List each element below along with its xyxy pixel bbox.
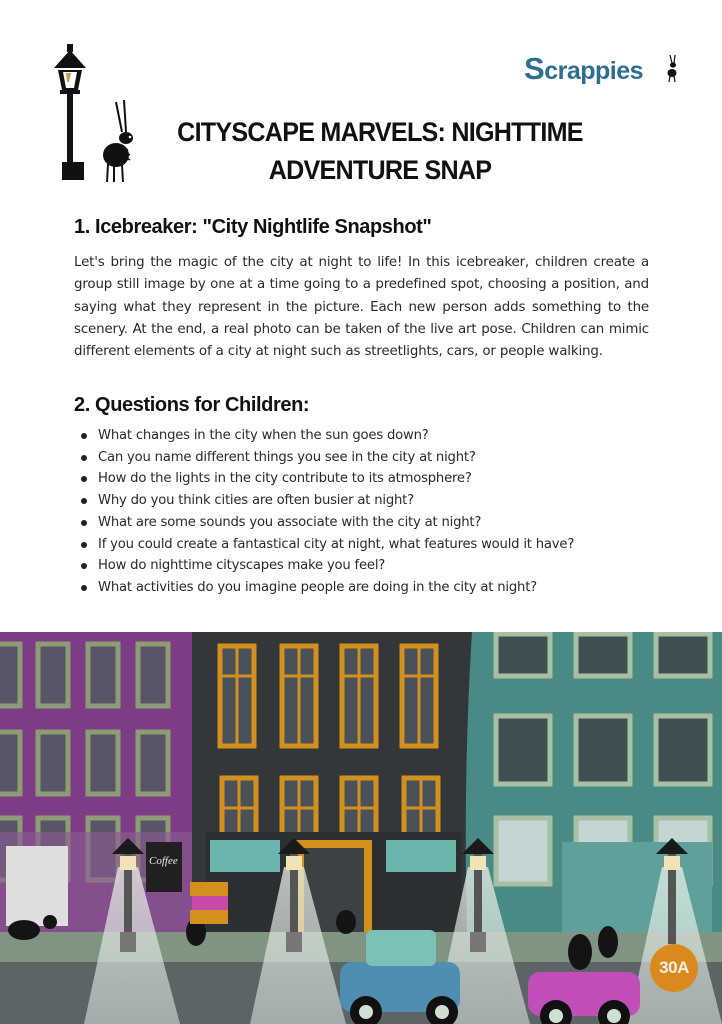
question-text: Can you name different things you see in the city at night? (98, 449, 476, 465)
title-line-1: CITYSCAPE MARVELS: NIGHTTIME (177, 117, 583, 147)
list-item (78, 534, 574, 556)
svg-text:Coffee: Coffee (149, 855, 178, 867)
title-line-2: ADVENTURE SNAP (268, 155, 492, 185)
question-text: If you could create a fantastical city at night, what features would it have? (98, 536, 575, 552)
night-city-illustration (0, 632, 722, 1024)
question-text: How do the lights in the city contribute to its atmosphere? (98, 471, 472, 487)
brand-logo (524, 52, 684, 86)
bullet-icon (81, 520, 87, 526)
page-number-badge: 30A (650, 944, 698, 992)
bullet-icon (81, 585, 87, 591)
question-text: How do nighttime cityscapes make you feel? (98, 558, 386, 574)
cityscape-image (0, 632, 722, 1024)
list-item (78, 425, 574, 447)
bullet-icon (81, 498, 87, 504)
lamp-post-and-ant-icon (48, 42, 158, 187)
question-text: What are some sounds you associate with the city at night? (98, 514, 482, 530)
page-title (157, 113, 603, 189)
icebreaker-paragraph: Let's bring the magic of the city at night to life! In this icebreaker, children create a group still image by one at a time going to a predefined spot, choosing a position, and saying what they represent in the picture. Each new person adds something to the scenery. At the end, a real photo can be taken of the live art pose. Children can mimic different elements of a city at night such as streetlights, cars, or people walking. (74, 255, 649, 360)
ant-icon (664, 54, 682, 82)
bullet-icon (81, 476, 87, 482)
list-item (78, 512, 574, 534)
section-heading-questions: 2. Questions for Children: (74, 394, 310, 416)
logo-wordmark (524, 52, 643, 88)
list-item (78, 577, 574, 599)
section-heading-icebreaker: 1. Icebreaker: "City Nightlife Snapshot" (74, 216, 432, 238)
bullet-icon (81, 455, 87, 461)
logo-initial: S (524, 51, 545, 86)
list-item (78, 447, 574, 469)
question-text: Why do you think cities are often busier at night? (98, 493, 414, 509)
bullet-icon (81, 542, 87, 548)
list-item (78, 490, 574, 512)
list-item (78, 468, 574, 490)
list-item (78, 555, 574, 577)
bullet-icon (81, 563, 87, 569)
questions-list (78, 425, 574, 599)
question-text: What activities do you imagine people are doing in the city at night? (98, 579, 537, 595)
question-text: What changes in the city when the sun goes down? (98, 428, 429, 443)
logo-rest: crappies (544, 57, 644, 85)
bullet-icon (81, 433, 87, 439)
